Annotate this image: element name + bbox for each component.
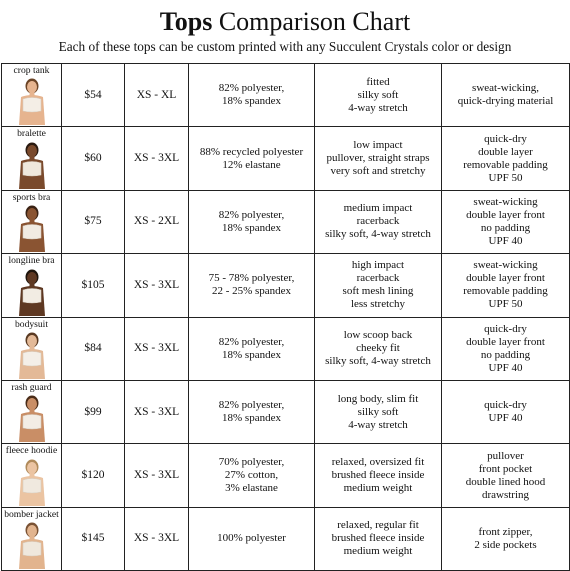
fit-line: less stretchy (350, 298, 406, 311)
table-row (2, 444, 570, 507)
features-line: quick-drying material (457, 95, 554, 108)
fit-line: silky soft (357, 405, 399, 418)
features-line: UPF 40 (488, 412, 523, 425)
product-photo (12, 141, 52, 189)
features-cell (442, 380, 570, 443)
table-row (2, 380, 570, 443)
features-line: sweat-wicking (473, 195, 538, 208)
features-line: sweat-wicking (473, 259, 538, 272)
product-cell (2, 380, 62, 443)
fit-line: racerback (356, 215, 400, 228)
price-cell: $105 (62, 254, 125, 317)
product-cell (2, 507, 62, 570)
product-name: crop tank (13, 65, 50, 76)
fit-line: medium weight (343, 482, 413, 495)
product-name: bodysuit (14, 318, 49, 330)
fit-cell (315, 190, 442, 253)
material-cell (189, 317, 315, 380)
features-line: quick-dry (484, 399, 527, 412)
product-name: fleece hoodie (5, 445, 58, 457)
sizes-cell: XS - 3XL (125, 444, 189, 507)
features-line: double layer (478, 145, 533, 158)
fit-line: soft mesh lining (342, 285, 414, 298)
table-row (2, 64, 570, 127)
material-line: 18% spandex (222, 348, 281, 361)
fit-line: racerback (356, 272, 400, 285)
features-line: UPF 50 (488, 171, 523, 184)
price-cell: $84 (62, 317, 125, 380)
fit-cell (315, 444, 442, 507)
features-line: double lined hood (465, 475, 546, 488)
fit-line: medium weight (343, 545, 413, 558)
fit-line: low scoop back (343, 329, 413, 342)
price-cell: $145 (62, 507, 125, 570)
fit-line: low impact (353, 139, 403, 152)
features-line: UPF 50 (488, 298, 523, 311)
material-cell (189, 190, 315, 253)
features-line: front zipper, (478, 525, 533, 538)
title-rest: Comparison Chart (212, 7, 411, 36)
fit-line: pullover, straight straps (326, 152, 430, 165)
features-cell (442, 127, 570, 190)
features-line: sweat-wicking, (472, 82, 539, 95)
features-line: quick-dry (484, 322, 527, 335)
table-row (2, 254, 570, 317)
fit-cell (315, 507, 442, 570)
features-line: double layer front (466, 272, 545, 285)
product-name: bomber jacket (4, 508, 59, 520)
table-row (2, 190, 570, 253)
fit-cell (315, 317, 442, 380)
features-cell (442, 190, 570, 253)
sizes-cell: XS - XL (125, 64, 189, 127)
sizes-cell: XS - 3XL (125, 127, 189, 190)
product-photo (12, 331, 52, 379)
fit-line: brushed fleece inside (331, 532, 425, 545)
chart-header (0, 0, 570, 62)
comparison-table (1, 63, 570, 571)
features-line: UPF 40 (488, 361, 523, 374)
features-line: front pocket (478, 462, 533, 475)
material-cell (189, 127, 315, 190)
features-line: drawstring (481, 488, 530, 501)
material-line: 70% polyester, (218, 456, 285, 469)
sizes-cell: XS - 3XL (125, 254, 189, 317)
material-line: 82% polyester, (218, 208, 285, 221)
price-cell: $120 (62, 444, 125, 507)
fit-line: silky soft, 4-way stretch (325, 228, 431, 241)
product-photo (12, 268, 52, 316)
fit-line: medium impact (343, 202, 413, 215)
material-cell (189, 254, 315, 317)
product-cell (2, 64, 62, 127)
fit-line: brushed fleece inside (331, 469, 425, 482)
material-line: 75 - 78% polyester, (208, 272, 295, 285)
comparison-table-body (2, 64, 570, 571)
features-cell (442, 444, 570, 507)
material-line: 88% recycled polyester (199, 145, 304, 158)
material-line: 100% polyester (217, 532, 286, 545)
table-row (2, 317, 570, 380)
product-cell (2, 317, 62, 380)
material-line: 18% spandex (222, 95, 281, 108)
title-bold: Tops (159, 7, 213, 36)
fit-line: long body, slim fit (337, 392, 419, 405)
material-line: 27% cotton, (224, 469, 279, 482)
features-line: UPF 40 (488, 234, 523, 247)
features-line: removable padding (463, 158, 548, 171)
page-title (0, 6, 570, 38)
features-line: 2 side pockets (474, 538, 537, 551)
fit-line: relaxed, regular fit (337, 519, 419, 532)
sizes-cell: XS - 3XL (125, 507, 189, 570)
fit-line: silky soft, 4-way stretch (325, 355, 431, 368)
material-cell (189, 507, 315, 570)
product-photo (12, 77, 52, 125)
product-photo (12, 521, 52, 569)
fit-cell (315, 380, 442, 443)
material-cell (189, 444, 315, 507)
material-cell (189, 380, 315, 443)
product-cell (2, 444, 62, 507)
product-photo (12, 458, 52, 506)
features-line: quick-dry (484, 132, 527, 145)
features-line: no padding (480, 221, 531, 234)
material-line: 18% spandex (222, 412, 281, 425)
product-name: rash guard (11, 381, 52, 393)
features-line: removable padding (463, 285, 548, 298)
table-row (2, 507, 570, 570)
fit-line: 4-way stretch (348, 101, 408, 114)
product-name: sports bra (12, 191, 51, 203)
features-line: double layer front (466, 208, 545, 221)
price-cell: $54 (62, 64, 125, 127)
product-cell (2, 190, 62, 253)
price-cell: $99 (62, 380, 125, 443)
sizes-cell: XS - 3XL (125, 380, 189, 443)
material-line: 12% elastane (222, 158, 281, 171)
material-line: 3% elastane (225, 482, 278, 495)
product-name: bralette (17, 128, 46, 140)
material-line: 82% polyester, (218, 82, 285, 95)
sizes-cell: XS - 2XL (125, 190, 189, 253)
fit-line: 4-way stretch (348, 418, 408, 431)
features-cell (442, 254, 570, 317)
material-cell (189, 64, 315, 127)
product-name: longline bra (8, 255, 55, 267)
features-cell (442, 317, 570, 380)
features-line: no padding (480, 348, 531, 361)
fit-cell (315, 127, 442, 190)
material-line: 22 - 25% spandex (211, 285, 292, 298)
features-line: double layer front (466, 335, 545, 348)
price-cell: $75 (62, 190, 125, 253)
material-line: 82% polyester, (218, 399, 285, 412)
sizes-cell: XS - 3XL (125, 317, 189, 380)
product-cell (2, 127, 62, 190)
material-line: 82% polyester, (218, 335, 285, 348)
fit-line: silky soft (357, 88, 399, 101)
price-cell: $60 (62, 127, 125, 190)
fit-cell (315, 254, 442, 317)
fit-line: relaxed, oversized fit (331, 456, 425, 469)
features-cell (442, 64, 570, 127)
features-cell (442, 507, 570, 570)
fit-line: very soft and stretchy (330, 165, 426, 178)
product-photo (12, 204, 52, 252)
fit-line: high impact (351, 259, 405, 272)
features-line: pullover (487, 449, 524, 462)
table-row (2, 127, 570, 190)
product-cell (2, 254, 62, 317)
fit-line: fitted (366, 75, 390, 88)
fit-line: cheeky fit (356, 342, 400, 355)
material-line: 18% spandex (222, 221, 281, 234)
fit-cell (315, 64, 442, 127)
product-photo (12, 394, 52, 442)
page-subtitle: Each of these tops can be custom printed with any Succulent Crystals color or design (58, 39, 512, 54)
